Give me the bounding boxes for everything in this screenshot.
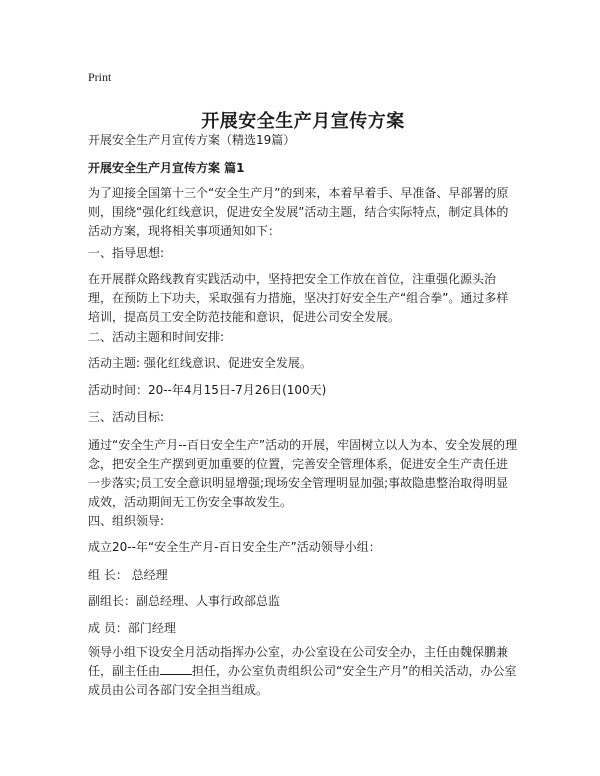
team-leader: 组 长： 总经理 <box>88 568 168 582</box>
paragraph-objectives: 通过“安全生产月--百日安全生产”活动的开展，牢固树立以人为本、安全发展的理念，把安全生产摆到更加重要的位置，完善安全管理体系，促进安全生产责任进一步落实;员工安全意识明显增强;现场安全管理明显加强;事故隐患整治取得明显成效，活动期间无工伤安全事故发生。 <box>88 438 518 509</box>
office-text-before-blank: 领导小组下设安全月活动指挥办公室，办公室设在公司安全办，主任由魏保鹏兼任，副主任由 <box>88 645 509 678</box>
heading-guiding-thought: 一、指导思想: <box>88 246 165 260</box>
activity-time: 活动时间：20--年4月15日-7月26日(100天) <box>88 383 327 397</box>
paragraph-organization: 成立20--年“安全生产月-百日安全生产”活动领导小组： <box>88 540 381 554</box>
document-subtitle: 开展安全生产月宣传方案（精选19篇） <box>88 133 296 147</box>
heading-theme-schedule: 二、活动主题和时间安排: <box>88 330 225 344</box>
heading-organization: 四、组织领导: <box>88 514 165 528</box>
office-text-after-blank: 担任，办公室负责组织公司“安全生产月”的相关活动，办公室成员由公司各部门安全担当组成。 <box>88 664 517 697</box>
paragraph-office <box>88 643 518 700</box>
activity-theme: 活动主题: 强化红线意识、促进安全发展。 <box>88 356 312 370</box>
document-title: 开展安全生产月宣传方案 <box>201 111 405 133</box>
print-link[interactable]: Print <box>88 70 112 84</box>
intro-paragraph: 为了迎接全国第十三个“安全生产月”的到来，本着早着手、早准备、早部署的原则，围绕“强化红线意识，促进安全发展”活动主题，结合实际特点，制定具体的活动方案，现将相关事项通知如下： <box>88 186 509 238</box>
team-members: 成 员：部门经理 <box>88 621 176 635</box>
heading-objectives: 三、活动目标: <box>88 410 165 424</box>
paragraph-guiding-thought: 在开展群众路线教育实践活动中，坚持把安全工作放在首位，注重强化源头治理，在预防上下功夫，采取强有力措施，坚决打好安全生产“组合拳”。通过多样培训，提高员工安全防范技能和意识，促进公司安全发展。 <box>88 272 509 324</box>
deputy-leader: 副组长：副总经理、人事行政部总监 <box>88 594 281 608</box>
section-heading: 开展安全生产月宣传方案 篇1 <box>88 161 245 175</box>
fill-in-blank <box>160 662 192 675</box>
